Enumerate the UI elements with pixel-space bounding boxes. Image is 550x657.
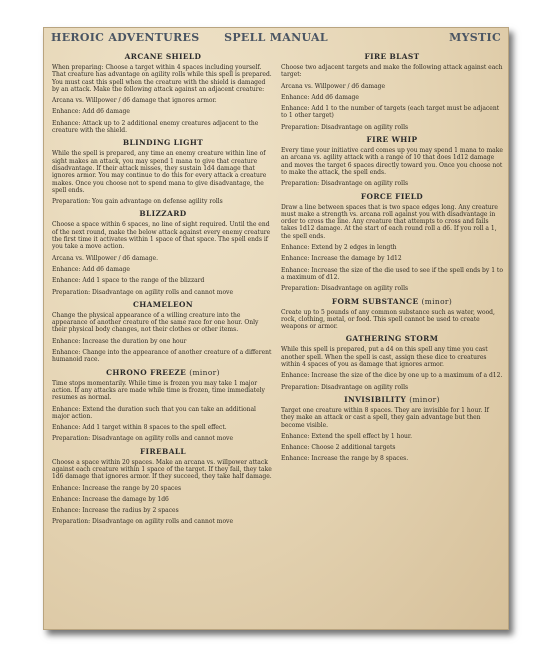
spell-name: CHRONO FREEZE: [106, 367, 187, 377]
spell-text: Enhance: Increase the duration by one hour: [52, 337, 187, 345]
spell-text: Preparation: Disadvantage on agility rolls: [281, 180, 409, 188]
spell-title: [52, 52, 274, 61]
spell-entry: [52, 368, 274, 443]
spell-entry: [52, 447, 274, 526]
spell-entry: [52, 209, 274, 295]
spell-text: Enhance: Choose 2 additional targets: [281, 444, 396, 452]
spell-text: While the spell is prepared, any time an enemy creature within line of sight makes an attack, you may spend 1 mana to give that creature disadvantage. If their attack misses, they sustain 1d4 damage that ignores armor. You may continue to do this for every attack a creature makes. Once you choose not to spend mana to give disadvantage, the spell ends.: [52, 150, 267, 194]
spell-text: Enhance: Change into the appearance of another creature of a different humanoid race.: [52, 349, 272, 364]
spell-text: Enhance: Extend the duration such that you can take an additional major action.: [52, 405, 256, 420]
spell-name: CHAMELEON: [132, 299, 194, 309]
spell-text: Enhance: Add d6 damage: [52, 108, 130, 116]
spell-title: [52, 138, 274, 147]
header-right-title: MYSTIC: [449, 31, 501, 44]
spell-tag: (minor): [189, 367, 220, 377]
spell-text: Enhance: Increase the radius by 2 spaces: [52, 507, 179, 515]
header-left-title: HEROIC ADVENTURES: [51, 31, 200, 44]
spell-title: [52, 447, 274, 456]
spell-title: [52, 368, 274, 377]
spell-title: [281, 52, 503, 61]
spell-text: Preparation: Disadvantage on agility rolls: [281, 383, 409, 391]
spell-text: Choose two adjacent targets and make the following attack against each target:: [281, 64, 503, 79]
spell-text: When preparing: Choose a target within 4 spaces including yourself. That creature has advantage on agility rolls while this spell is prepared. You must cast this spell when the creature with the shield is damaged by an attack. Make the following attack against an adjacent creature:: [52, 64, 272, 93]
spell-text: Every time your initiative card comes up you may spend 1 mana to make an arcana vs. agility attack with a range of 10 that does 1d12 damage and moves the target 6 spaces directly toward you. Once you choose not to make the attack, the spell ends.: [281, 147, 503, 176]
spell-text: Create up to 5 pounds of any common substance such as water, wood, rock, clothing, metal, or food. This spell cannot be used to create weapons or armor.: [281, 308, 495, 331]
spell-entry: [52, 138, 274, 205]
spell-text: Enhance: Increase the damage by 1d12: [281, 255, 402, 263]
spell-title: [281, 334, 503, 343]
spell-text: Enhance: Attack up to 2 additional enemy creatures adjacent to the creature with the shield.: [52, 119, 259, 135]
spell-text: Enhance: Add 1 target within 8 spaces to the spell effect.: [52, 424, 227, 432]
page-header: [51, 31, 501, 49]
spell-name: FIRE BLAST: [364, 52, 420, 61]
spell-entry: [281, 395, 503, 463]
left-column: [52, 49, 274, 530]
spell-name: FIRE WHIP: [366, 135, 418, 145]
spell-title: [281, 135, 503, 144]
spell-tag: (minor): [421, 296, 453, 306]
spell-name: BLIZZARD: [139, 209, 187, 219]
spell-entry: [281, 52, 503, 131]
spell-entry: [281, 192, 503, 293]
spell-text: Preparation: Disadvantage on agility rolls and cannot move: [52, 435, 233, 443]
spell-text: While this spell is prepared, put a d4 on this spell any time you cast another spell. When the spell is cast, assign these dice to creatures within 4 spaces of you as damage that ignores armor.: [281, 346, 488, 369]
spell-name: FORM SUBSTANCE: [331, 296, 419, 306]
spell-title: [281, 192, 503, 201]
spell-text: Enhance: Increase the damage by 1d6: [52, 495, 169, 503]
spell-name: ARCANE SHIELD: [124, 52, 202, 61]
spell-entry: [281, 297, 503, 331]
spell-text: Preparation: Disadvantage on agility rolls and cannot move: [52, 288, 233, 296]
spell-text: Arcana vs. Willpower / d6 damage.: [52, 254, 158, 262]
spell-text: Time stops momentarily. While time is frozen you may take 1 major action. If any attacks are made while time is frozen, time immediately resumes as normal.: [52, 379, 265, 402]
spell-text: Choose a space within 20 spaces. Make an arcana vs. willpower attack against each creature within 1 space of the target. If they fail, they take 1d6 damage that ignores armor. If they succeed, they take half damage.: [52, 458, 272, 481]
header-center-title: SPELL MANUAL: [224, 31, 328, 44]
spell-name: BLINDING LIGHT: [122, 138, 204, 148]
spell-text: Change the physical appearance of a willing creature into the appearance of another creature of the same race for one hour. Only their physical body changes, not their clothes or other items.: [52, 311, 259, 334]
spell-name: FORCE FIELD: [360, 191, 424, 201]
spell-entry: [281, 135, 503, 187]
spell-text: Enhance: Extend by 2 edges in length: [281, 244, 397, 252]
spell-title: [281, 395, 503, 404]
spell-text: Draw a line between spaces that is two space edges long. Any creature must make a strength vs. arcana roll against you with disadvantage in order to cross the line. Any creature that attempts to cross and fails takes 1d12 damage. At the start of each round roll a d6. If you roll a 1, the spell ends.: [281, 203, 498, 240]
spell-text: Enhance: Increase the range by 8 spaces.: [281, 455, 409, 463]
spell-tag: (minor): [409, 394, 440, 404]
spell-text: Enhance: Add d6 damage: [281, 93, 359, 101]
spell-text: Enhance: Increase the size of the die used to see if the spell ends by 1 to a maximum of d12.: [281, 266, 503, 281]
spell-text: Arcana vs. Willpower / d6 damage that ignores armor.: [52, 97, 217, 105]
spell-text: Enhance: Add 1 space to the range of the blizzard: [52, 277, 205, 285]
spell-text: Enhance: Increase the size of the dice by one up to a maximum of a d12.: [281, 372, 503, 380]
spell-text: Preparation: Disadvantage on agility rolls and cannot move: [52, 518, 233, 526]
spell-text: Choose a space within 6 spaces, no line of sight required. Until the end of the next round, make the below attack against every enemy creature the first time it activates within 1 space of that space. The spell ends if you take a move action.: [52, 221, 271, 251]
spell-title: [281, 297, 503, 306]
spell-name: GATHERING STORM: [345, 334, 439, 344]
spell-text: Preparation: You gain advantage on defense agility rolls: [52, 198, 223, 206]
spell-entry: [52, 300, 274, 364]
spell-text: Enhance: Add 1 to the number of targets (each target must be adjacent to 1 other target): [281, 105, 500, 120]
spell-entry: [281, 334, 503, 390]
spell-text: Arcana vs. Willpower / d6 damage: [281, 82, 386, 90]
spell-entry: [52, 52, 274, 134]
spell-manual-sheet: [43, 27, 509, 630]
spell-name: FIREBALL: [139, 446, 187, 456]
spell-text: Target one creature within 8 spaces. They are invisible for 1 hour. If they make an attack or cast a spell, they gain advantage but then become visible.: [281, 406, 489, 429]
spell-text: Enhance: Increase the range by 20 spaces: [52, 484, 182, 492]
spell-text: Preparation: Disadvantage on agility rolls: [281, 123, 409, 131]
right-column: [281, 49, 503, 467]
spell-name: INVISIBILITY: [344, 394, 407, 404]
spell-text: Enhance: Add d6 damage: [52, 265, 130, 273]
spell-title: [52, 300, 274, 309]
spell-text: Enhance: Extend the spell effect by 1 hour.: [281, 432, 413, 440]
spell-title: [52, 209, 274, 218]
spell-text: Preparation: Disadvantage on agility rolls: [281, 285, 409, 293]
